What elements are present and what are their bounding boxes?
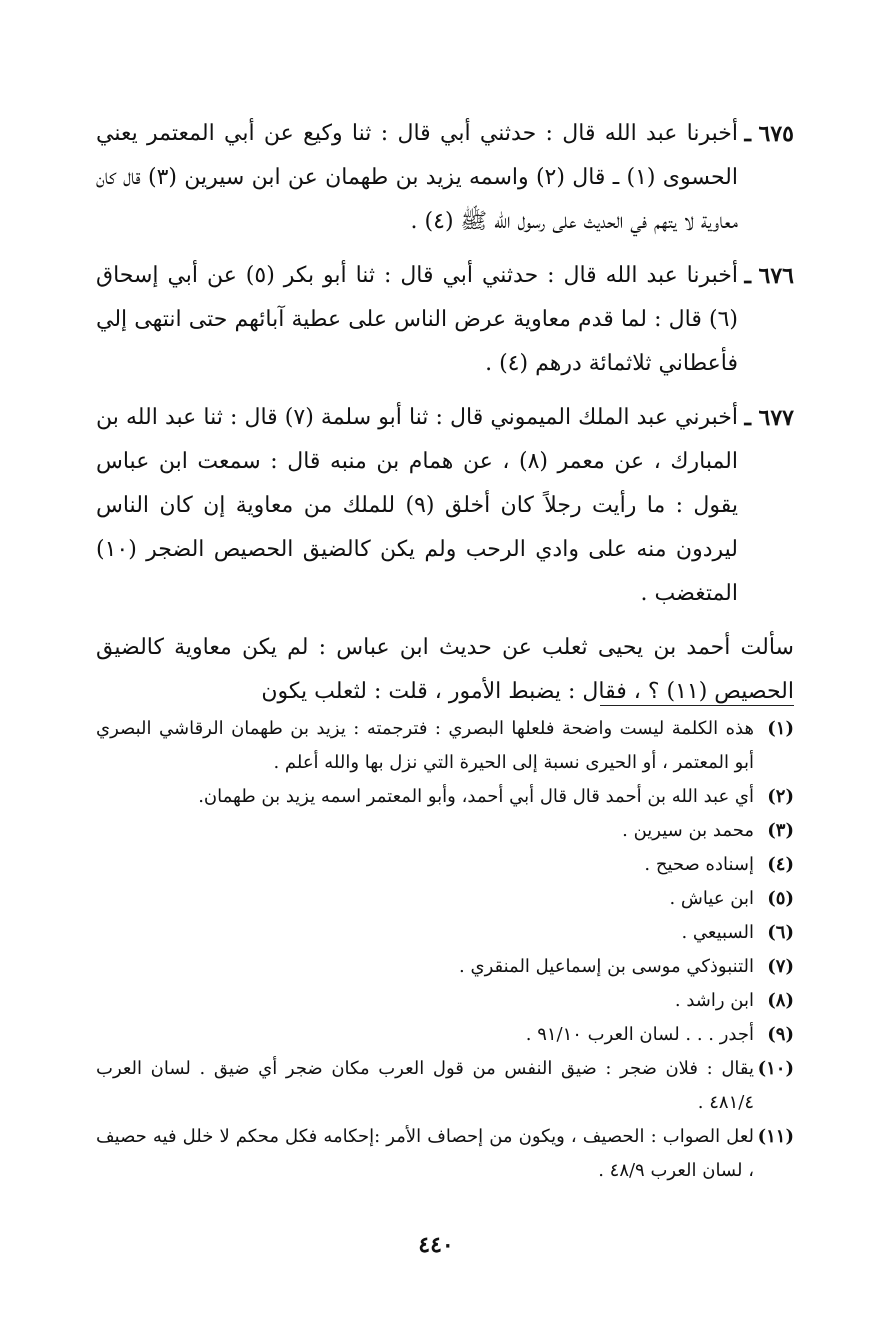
footnote-text: هذه الكلمة ليست واضحة فلعلها البصري : فترجمته : يزيد بن طهمان الرقاشي البصري أبو المعتمر ، أو الحيرى نسبة إلى الحيرة التي نزل بها والله أعلم . <box>96 718 754 773</box>
footnote <box>96 950 794 984</box>
footnote-text: ابن عياش . <box>669 888 754 909</box>
hadith-entry <box>96 254 794 386</box>
footnote-text: إسناده صحيح . <box>644 854 754 875</box>
footnote <box>96 1052 794 1120</box>
footnote <box>96 1018 794 1052</box>
footnote-number: (٣) <box>767 820 794 841</box>
main-text <box>96 112 794 714</box>
footnote-number: (٧) <box>767 956 794 977</box>
footnote-text: ابن راشد . <box>674 990 754 1011</box>
hadith-number: ٦٧٧ ـ <box>744 405 794 431</box>
footnote-text: محمد بن سيرين . <box>622 820 754 841</box>
footnote-text: التنبوذكي موسى بن إسماعيل المنقري . <box>459 956 754 977</box>
footnote-divider <box>600 705 794 706</box>
footnote <box>96 916 794 950</box>
footnote-number: (٦) <box>767 922 794 943</box>
footnotes <box>96 712 794 1188</box>
footnote-text: السبيعي . <box>681 922 754 943</box>
footnote <box>96 814 794 848</box>
footnote-text: يقال : فلان ضجر : ضيق النفس من قول العرب مكان ضجر أي ضيق . لسان العرب ٤٨١/٤ . <box>96 1058 754 1113</box>
footnote-number: (٢) <box>767 786 794 807</box>
footnote-number: (١١) <box>757 1126 794 1147</box>
footnote <box>96 780 794 814</box>
hadith-number: ٦٧٥ ـ <box>744 121 794 147</box>
footnote-text: أجدر . . . لسان العرب ٩١/١٠ . <box>525 1024 754 1045</box>
commentary-paragraph: سألت أحمد بن يحيى ثعلب عن حديث ابن عباس : لم يكن معاوية كالضيق الحصيص (١١) ؟ ، فقال : يضبط الأمور ، قلت : لثعلب يكون <box>96 635 794 704</box>
footnote-text: لعل الصواب : الحصيف ، ويكون من إحصاف الأمر :إحكامه فكل محكم لا خلل فيه حصيف ، لسان العرب ٤٨/٩ . <box>96 1126 754 1181</box>
footnote <box>96 712 794 780</box>
footnote-number: (٨) <box>767 990 794 1011</box>
footnote-number: (١٠) <box>757 1058 794 1079</box>
footnote <box>96 984 794 1018</box>
footnote-number: (٩) <box>767 1024 794 1045</box>
hadith-entry <box>96 112 794 244</box>
footnote-number: (١) <box>767 718 794 739</box>
hadith-text: أخبرني عبد الملك الميموني قال : ثنا أبو سلمة (٧) قال : ثنا عبد الله بن المبارك ، عن معمر (٨) ، عن همام بن منبه قال : سمعت ابن عباس يقول : ما رأيت رجلاً كان أخلق (٩) للملك من معاوية إن كان الناس ليردون منه على وادي الرحب ولم يكن كالضيق الحصيص الضجر (١٠) المتغضب . <box>96 405 739 606</box>
footnote-number: (٥) <box>767 888 794 909</box>
footnote <box>96 848 794 882</box>
footnote <box>96 1120 794 1188</box>
page-number: ٤٤٠ <box>418 1232 454 1258</box>
footnote <box>96 882 794 916</box>
footnote-number: (٤) <box>767 854 794 875</box>
hadith-number: ٦٧٦ ـ <box>744 263 794 289</box>
footnote-text: أي عبد الله بن أحمد قال قال أبي أحمد، وأبو المعتمر اسمه يزيد بن طهمان. <box>198 786 754 807</box>
hadith-entry <box>96 396 794 616</box>
hadith-text: أخبرنا عبد الله قال : حدثني أبي قال : ثنا وكيع عن أبي المعتمر يعني الحسوى (١) ـ قال (٢) واسمه يزيد بن طهمان عن ابن سيرين (٣) قال كان معاوية لا يتهم في الحديث على رسول الله ﷺ (٤) . <box>96 121 738 234</box>
hadith-text: أخبرنا عبد الله قال : حدثني أبي قال : ثنا أبو بكر (٥) عن أبي إسحاق (٦) قال : لما قدم معاوية عرض الناس على عطية آبائهم حتى انتهى إلي فأعطاني ثلاثمائة درهم (٤) . <box>96 263 739 376</box>
